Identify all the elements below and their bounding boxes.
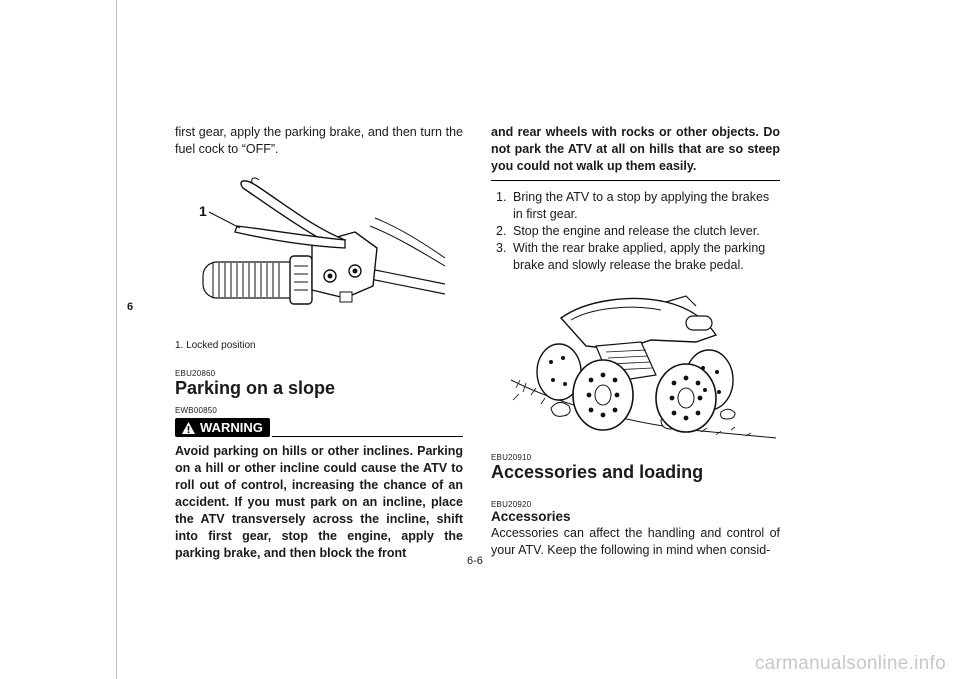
- list-item: [491, 240, 780, 274]
- chapter-tab: [0, 0, 117, 679]
- subsection-title-accessories: Accessories: [491, 509, 571, 524]
- step-number: 1.: [496, 190, 507, 204]
- list-item: [491, 189, 780, 223]
- atv-on-slope-figure: [491, 280, 780, 445]
- step-number: 2.: [496, 224, 507, 238]
- figure-caption: 1. Locked position: [175, 340, 256, 351]
- parking-steps-list: [491, 189, 780, 274]
- section-code: EBU20860: [175, 369, 216, 378]
- subsection-code: EBU20920: [491, 500, 532, 509]
- step-text: Bring the ATV to a stop by applying the brakes in first gear.: [513, 190, 770, 221]
- step-text: Stop the engine and release the clutch lever.: [513, 224, 760, 238]
- site-watermark: carmanualsonline.info: [754, 653, 946, 674]
- warning-rule: [272, 436, 463, 437]
- page-number: 6-6: [467, 555, 483, 567]
- warning-code: EWB00850: [175, 406, 218, 415]
- figure-callout-1: 1: [199, 203, 207, 219]
- warning-label: WARNING: [200, 420, 263, 435]
- clutch-lever-illustration: [195, 166, 445, 326]
- section-title-accessories: Accessories and loading: [491, 462, 704, 482]
- atv-with-wheel-blocks-illustration: [491, 280, 780, 445]
- warning-text: Avoid parking on hills or other inclines. Parking on a hill or other incline could cause the ATV to roll out of control, increasing the chance of an accident. If you must park on an incline, place the ATV transversely across the incline, shift into first gear, stop the engine, apply the parking brake, and then block the front: [175, 444, 463, 560]
- clutch-lever-figure: [175, 166, 463, 336]
- section-title-parking: Parking on a slope: [175, 378, 336, 398]
- warning-badge: [175, 418, 270, 437]
- section-code-accessories: EBU20910: [491, 453, 532, 462]
- chapter-number: 6: [127, 301, 134, 313]
- warning-text-continued: and rear wheels with rocks or other objects. Do not park the ATV at all on hills that are so steep you could not walk up them easily.: [491, 125, 780, 173]
- warning-header: [175, 418, 463, 437]
- right-column: [491, 124, 780, 559]
- step-number: 3.: [496, 241, 507, 255]
- step-text: With the rear brake applied, apply the parking brake and slowly release the brake pedal.: [513, 241, 766, 272]
- intro-paragraph: first gear, apply the parking brake, and then turn the fuel cock to “OFF”.: [175, 125, 463, 156]
- accessories-paragraph: Accessories can affect the handling and control of your ATV. Keep the following in mind when consid-: [491, 526, 780, 557]
- list-item: [491, 223, 780, 240]
- left-column: [175, 124, 463, 562]
- warning-triangle-icon: [181, 421, 196, 435]
- warning-end-rule: [491, 180, 780, 181]
